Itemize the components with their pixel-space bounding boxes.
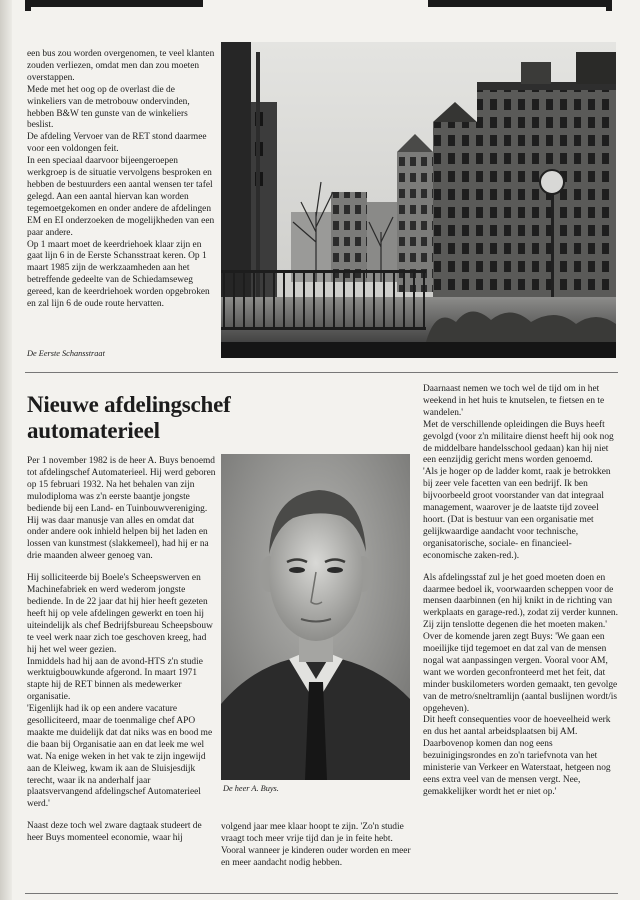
paragraph: Inmiddels had hij aan de avond-HTS z'n studie werktuigbouwkunde afgerond. In maart 1971 stapte hij de RET binnen als medewerker organisatie.	[27, 656, 203, 703]
paragraph: Op 1 maart moet de keerdriehoek klaar zijn en gaat lijn 6 in de Eerste Schansstraat keren. Op 1 maart 1985 zijn de werkzaamheden aan het betreffende gedeelte van de Schiedamseweg gereed, kan de keerdriehoek worden opgebroken en zal lijn 6 de oude route hervatten.	[27, 239, 210, 310]
header-strip-left	[25, 0, 203, 7]
paragraph: Dit heeft consequenties voor de hoeveelheid werk en dus het aantal arbeidsplaatsen bij AM. Daarbovenop komen dan nog eens bezuinigingsrondes en zo'n tariefvnota van het ministerie van Verkeer en Waterstaat, hetgeen nog eens extra veel van de mensen vergt. Nee, gemakkelijker wordt het er niet op.'	[423, 715, 611, 797]
paragraph: 'Als je hoger op de ladder komt, raak je betrokken bij zeer vele facetten van een bedrijf. Ik ben bijvoorbeeld groot voorstander van dat integraal management, waarover je de laatste tijd zoveel hoort. (Dat is bestuur van een organisatie met gelijkwaardige aandacht voor technische, organisatorische, sociale- en financieel-economische zaken-red.).	[423, 467, 611, 561]
paragraph: 'Eigenlijk had ik op een andere vacature gesolliciteerd, maar de toenmalige chef APO maakte me duidelijk dat dat niks was en bood me die baan bij Organisatie aan en dat leek me wel wat. Na enige weken in het vak te zijn ingewijd aan de Kleiweg, kwam ik aan de Sluisjesdijk terecht, waar ik na anderhalf jaar plaatsvervangend afdelingschef Automaterieel werd.'	[27, 704, 213, 810]
paragraph: een bus zou worden overgenomen, te veel klanten zouden verliezen, omdat men dan zou moeten overstappen.	[27, 49, 215, 83]
street-photo	[221, 42, 616, 358]
paragraph: In een speciaal daarvoor bijeengeroepen werkgroep is de situatie vervolgens besproken en hebben de bestuurders een aantal wensen ter tafel gelegd. Aan een aantal hiervan kan worden tegemoetgekomen en onder andere de afdelingen EM en EI onderzoeken de mogelijkheden van een paar andere.	[27, 156, 215, 238]
paragraph: Over de komende jaren zegt Buys: 'We gaan een moeilijke tijd tegemoet en dat zal van de mensen nogal wat aanpassingen vergen. Vooral voor AM, want we worden geconfronteerd met het feit, dat minder buskilometers worden gemaakt, ten gevolge van de metro/sneltramlijn (aantal buslijnen wordt/is opgeheven).	[423, 632, 618, 714]
paragraph: Hij solliciteerde bij Boele's Scheepswerven en Machinefabriek en werd wederom jongste bediende. In de 22 jaar dat hij hier heeft gezeten heeft hij op vele afdelingen gewerkt en toen hij uiteindelijk als chef Bedrijfsbureau Scheepsbouw te veel werk naar zich toe geschoven kreeg, had hij het wel weer gezien.	[27, 573, 213, 655]
paragraph: Mede met het oog op de overlast die de winkeliers van de metrobouw ondervinden, hebben B&W ten gunste van de winkeliers beslist.	[27, 84, 190, 131]
portrait-photo-caption: De heer A. Buys.	[223, 784, 279, 793]
paragraph: Daarnaast nemen we toch wel de tijd om in het weekend in het huis te knutselen, te fietsen en te wandelen.'	[423, 384, 605, 418]
article-column-3	[423, 384, 620, 799]
paragraph: Per 1 november 1982 is de heer A. Buys benoemd tot afdelingschef Automaterieel. Hij werd geboren op 15 februari 1932. Na het behalen van zijn mulodiploma was z'n eerste baantje jongste bediende bij een Land- en Tuinbouwvereniging. Hij was daar manusje van alles en omdat dat onder andere ook inhield helpen bij het laden en lossen van kunstmest (slakkemeel), had hij er na drie maanden alweer genoeg van.	[27, 456, 216, 562]
paragraph: Als afdelingsstaf zul je het goed moeten doen en daarmee bedoel ik, voorwaarden scheppen voor de mensen daarbinnen (en hij knikt in de richting van werkplaats en garage-red.), zodat zij verder kunnen. Zij zijn tenslotte degenen die het moeten maken.'	[423, 572, 618, 631]
paragraph: Naast deze toch wel zware dagtaak studeert de heer Buys momenteel economie, waar hij	[27, 821, 202, 844]
header-strip-right	[428, 0, 612, 7]
top-article-column	[27, 49, 215, 311]
page-binding-shadow	[0, 0, 12, 900]
paragraph: De afdeling Vervoer van de RET stond daarmee voor een voldongen feit.	[27, 132, 207, 155]
article-headline: Nieuwe afdelingschef automaterieel	[27, 392, 231, 443]
page-bottom-rule	[25, 893, 618, 894]
street-photo-caption: De Eerste Schansstraat	[27, 349, 105, 358]
portrait-photo	[221, 454, 410, 780]
article-column-2	[221, 822, 411, 870]
paragraph: volgend jaar mee klaar hoopt te zijn. 'Zo'n studie vraagt toch meer vrije tijd dan je in feite hebt. Vooral wanneer je kinderen ouder worden en meer en meer aandacht nodig hebben.	[221, 822, 411, 868]
section-divider	[25, 372, 618, 373]
paragraph: Met de verschillende opleidingen die Buys heeft gevolgd (voor z'n militaire dienst heeft hij ook nog de middelbare handelsschool gedaan) kan hij niet een eenzijdig gericht mens worden genoemd.	[423, 419, 614, 466]
article-column-1	[27, 456, 217, 845]
